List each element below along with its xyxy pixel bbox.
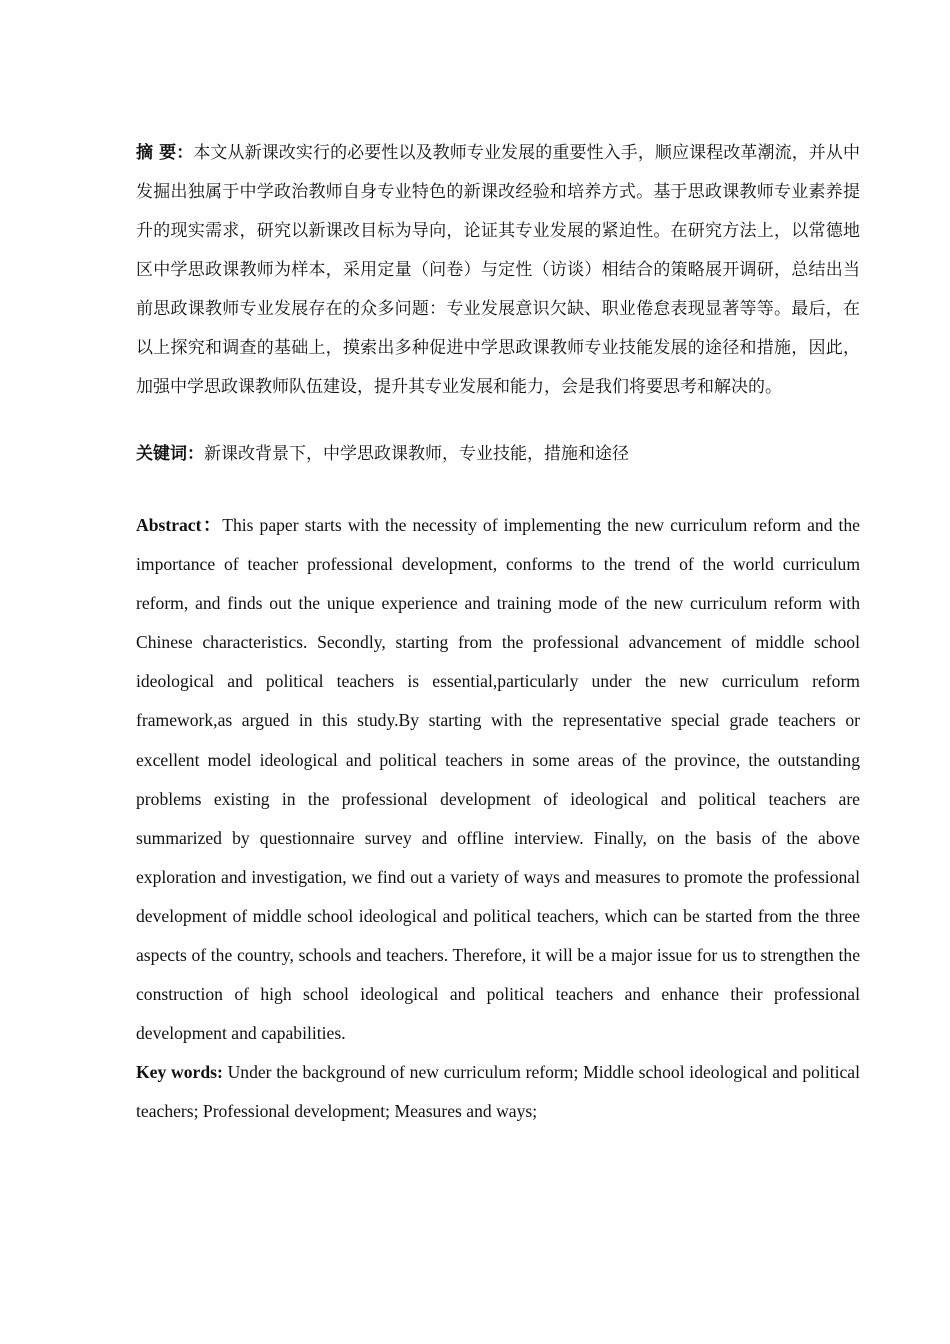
english-abstract-label: Abstract：: [136, 515, 223, 535]
chinese-keywords-text: 新课改背景下，中学思政课教师，专业技能，措施和途径: [204, 444, 629, 464]
chinese-abstract-text: 本文从新课改实行的必要性以及教师专业发展的重要性入手，顺应课程改革潮流，并从中发掘出独属于中学政治教师自身专业特色的新课改经验和培养方式。基于思政课教师专业素养提升的现实需求，研究以新课改目标为导向，论证其专业发展的紧迫性。在研究方法上，以常德地区中学思政课教师为样本，采用定量（问卷）与定性（访谈）相结合的策略展开调研，总结出当前思政课教师专业发展存在的众多问题：专业发展意识欠缺、职业倦怠表现显著等等。最后，在以上探究和调查的基础上，摸索出多种促进中学思政课教师专业技能发展的途径和措施，因此，加强中学思政课教师队伍建设，提升其专业发展和能力，会是我们将要思考和解决的。: [136, 143, 861, 397]
document-page: [136, 134, 860, 1132]
english-abstract: [136, 506, 860, 1053]
chinese-keywords: [136, 435, 860, 474]
chinese-abstract: [136, 134, 860, 407]
english-abstract-text: This paper starts with the necessity of implementing the new curriculum reform and the importance of teacher professional development, conforms to the trend of the world curriculum reform, and finds out the unique experience and training mode of the new curriculum reform with Chinese characteristics. Secondly, starting from the professional advancement of middle school ideological and political teachers is essential,particularly under the new curriculum reform framework,as argued in this study.By starting with the representative special grade teachers or excellent model ideological and political teachers in some areas of the province, the outstanding problems existing in the professional development of ideological and political teachers are summarized by questionnaire survey and offline interview. Finally, on the basis of the above exploration and investigation, we find out a variety of ways and measures to promote the professional development of middle school ideological and political teachers, which can be started from the three aspects of the country, schools and teachers. Therefore, it will be a major issue for us to strengthen the construction of high school ideological and political teachers and enhance their professional development and capabilities.: [136, 515, 860, 1044]
chinese-keywords-label: 关键词：: [136, 444, 204, 464]
english-keywords: [136, 1053, 860, 1131]
english-keywords-text: Under the background of new curriculum reform; Middle school ideological and political teachers; Professional development; Measures and ways;: [136, 1062, 860, 1122]
chinese-abstract-label: 摘 要：: [136, 143, 194, 163]
english-keywords-label: Key words:: [136, 1062, 223, 1083]
